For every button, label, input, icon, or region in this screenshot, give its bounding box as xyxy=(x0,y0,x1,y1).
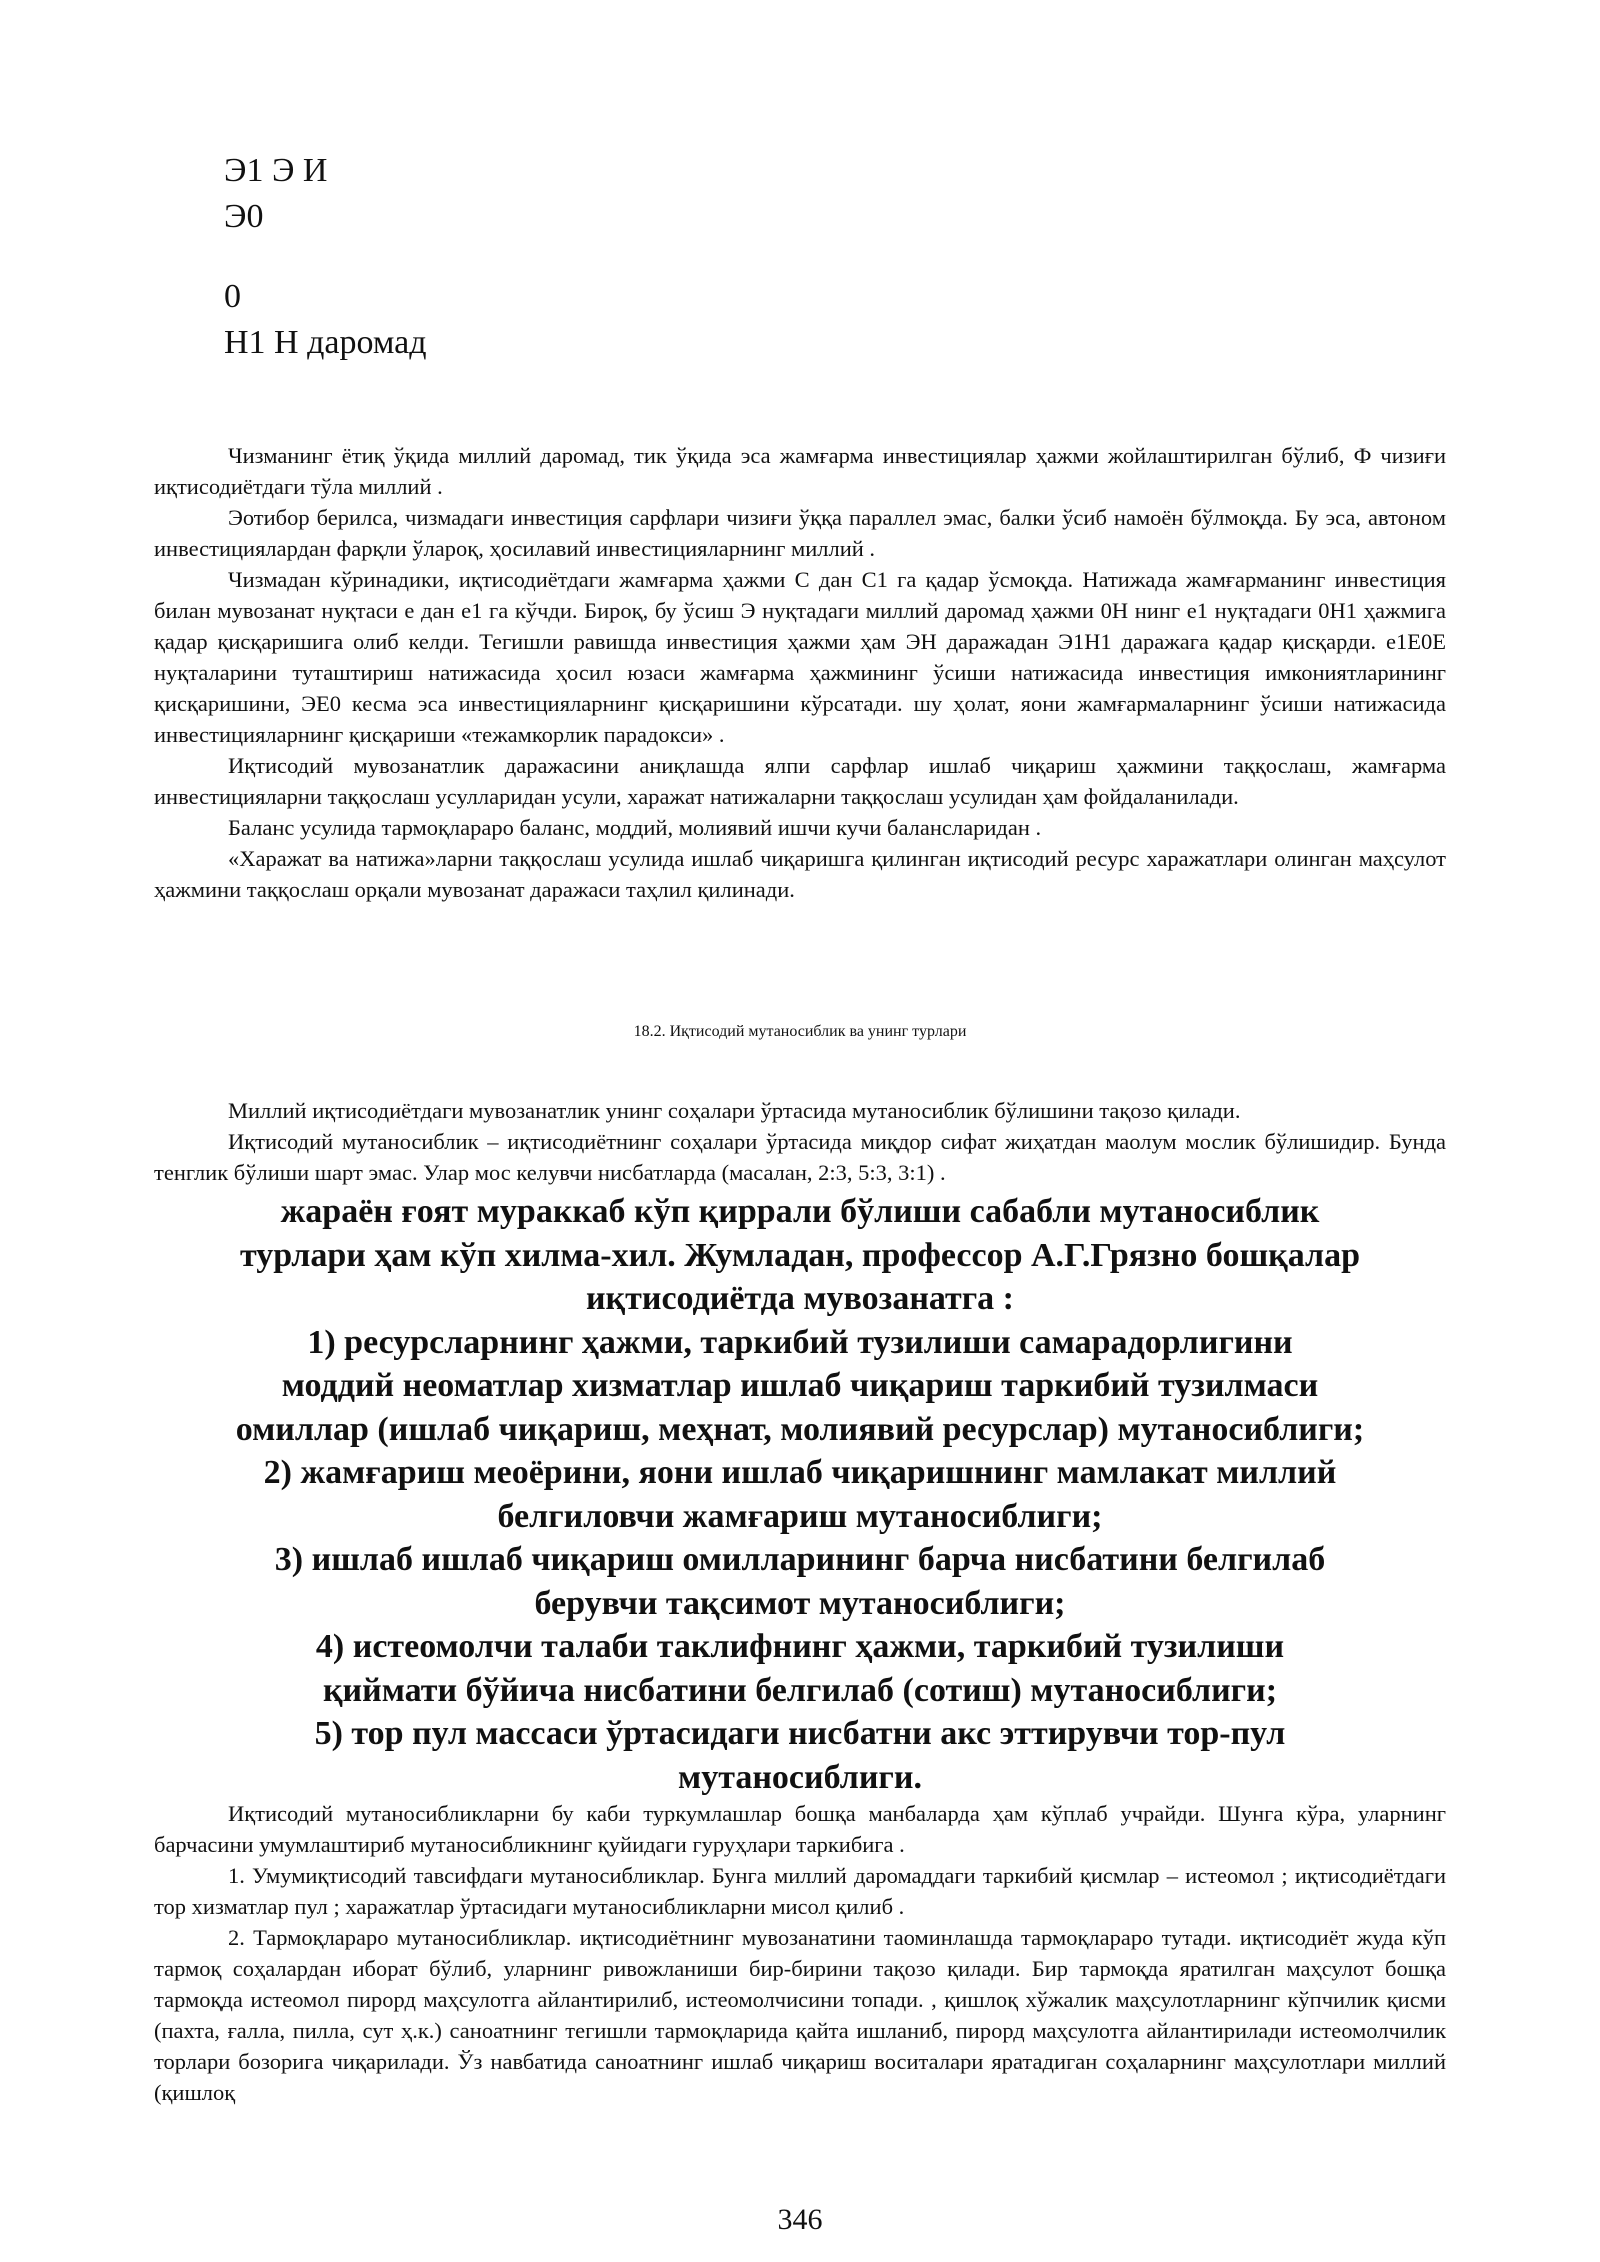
section2-text xyxy=(154,1095,1446,1188)
bold-line: берувчи тақсимот мутаносиблиги; xyxy=(534,1584,1066,1622)
paragraph: 2. Тармоқлараро мутаносибликлар. иқтисодиётнинг мувозанатини таоминлашда тармоқлараро тутади. иқтисодиёт жуда кўп тармоқ соҳалардан иборат бўлиб, уларнинг ривожланиши бир-бирини тақозо қилади. Бир тармоқда яратилган маҳсулот бошқа тармоқда истеомол пирорд маҳсулотга айлантирилиб, истеомолчисини топади. , қишлоқ хўжалик маҳсулотларнинг кўпчилик қисми (пахта, ғалла, пилла, сут ҳ.к.) саноатнинг тегишли тармоқларида қайта ишланиб, пирорд маҳсулотга айлантирилади истеомолчилик торлари бозорига чиқарилади. Ўз навбатида саноатнинг ишлаб чиқариш воситалари яратадиган соҳаларнинг маҳсулотлари миллий (қишлоқ xyxy=(154,1925,1446,2105)
bold-line: жараён ғоят мураккаб кўп қиррали бўлиши сабабли мутаносиблик xyxy=(280,1193,1320,1230)
section3-text xyxy=(154,1798,1446,2108)
bold-line: белгиловчи жамғариш мутаносиблиги; xyxy=(497,1497,1103,1535)
page-number: 346 xyxy=(777,2203,823,2236)
paragraph: Эотибор берилса, чизмадаги инвестиция сарфлари чизиғи ўққа параллел эмас, балки ўсиб намоён бўлмоқда. Бу эса, автоном инвестициялардан фарқли ўлароқ, ҳосилавий инвестицияларнинг миллий . xyxy=(154,505,1446,561)
figure-label-line-1: Э1 Э И xyxy=(224,152,328,189)
paragraph: Иқтисодий мутаносиблик – иқтисодиётнинг соҳалари ўртасида миқдор сифат жиҳатдан маолум мослик бўлишидир. Бунда тенглик бўлиши шарт эмас. Улар мос келувчи нисбатларда (масалан, 2:3, 5:3, 3:1) . xyxy=(154,1129,1446,1185)
bold-line: 5) тор пул массаси ўртасидаги нисбатни акс эттирувчи тор-пул xyxy=(314,1715,1286,1752)
bold-line: мутаносиблиги. xyxy=(678,1758,922,1796)
section-heading: 18.2. Иқтисодий мутаносиблик ва унинг турлари xyxy=(633,1023,967,1040)
figure-axis-labels xyxy=(224,148,427,366)
figure-label-line-2: Э0 xyxy=(224,198,264,235)
bold-list-block xyxy=(154,1190,1446,1799)
section1-text xyxy=(154,440,1446,905)
figure-label-line-4: Н1 Н даромад xyxy=(224,324,427,361)
paragraph: 1. Умумиқтисодий тавсифдаги мутаносибликлар. Бунга миллий даромаддаги таркибий қисмлар – истеомол ; иқтисодиётдаги тор хизматлар пул ; харажатлар ўртасидаги мутаносибликларни мисол қилиб . xyxy=(154,1863,1446,1919)
bold-line: қиймати бўйича нисбатини белгилаб (сотиш) мутаносиблиги; xyxy=(322,1671,1278,1709)
paragraph: Миллий иқтисодиётдаги мувозанатлик унинг соҳалари ўртасида мутаносиблик бўлишини тақозо қилади. xyxy=(228,1098,1241,1123)
bold-line: моддий неоматлар хизматлар ишлаб чиқариш таркибий тузилмаси xyxy=(281,1367,1319,1404)
bold-line: 1) ресурсларнинг ҳажми, таркибий тузилиши самарадорлигини xyxy=(307,1323,1293,1361)
paragraph: «Харажат ва натижа»ларни таққослаш усулида ишлаб чиқаришга қилинган иқтисодий ресурс харажатлари олинган маҳсулот ҳажмини таққослаш орқали мувозанат даражаси таҳлил қилинади. xyxy=(154,846,1446,902)
paragraph: Иқтисодий мутаносибликларни бу каби туркумлашлар бошқа манбаларда ҳам кўплаб учрайди. Шунга кўра, уларнинг барчасини умумлаштириб мутаносибликнинг қуйидаги гуруҳлари таркибига . xyxy=(154,1801,1446,1857)
bold-line: омиллар (ишлаб чиқариш, меҳнат, молиявий ресурслар) мутаносиблиги; xyxy=(235,1410,1365,1448)
bold-line: 2) жамғариш меоёрини, яони ишлаб чиқаришнинг мамлакат миллий xyxy=(263,1454,1337,1491)
figure-label-line-3: 0 xyxy=(224,278,241,315)
paragraph: Баланс усулида тармоқлараро баланс, моддий, молиявий ишчи кучи балансларидан . xyxy=(228,815,1042,840)
paragraph: Чизмадан кўринадики, иқтисодиётдаги жамғарма ҳажми С дан С1 га қадар ўсмоқда. Натижада жамғарманинг инвестиция билан мувозанат нуқтаси е дан е1 га кўчди. Бироқ, бу ўсиш Э нуқтадаги миллий даромад ҳажми 0Н нинг е1 нуқтадаги 0Н1 ҳажмига қадар қисқаришига олиб келди. Тегишли равишда инвестиция ҳажми ҳам ЭН даражадан Э1Н1 даражага қадар қисқарди. е1Е0Е нуқталарини туташтириш натижасида ҳосил юзаси жамғарма ҳажмининг ўсиши натижасида инвестиция имкониятларининг қисқаришини, ЭЕ0 кесма эса инвестицияларнинг қисқаришини кўрсатади. шу ҳолат, яони жамғармаларнинг ўсиши натижасида инвестицияларнинг қисқариши «тежамкорлик парадокси» . xyxy=(154,567,1446,747)
paragraph: Чизманинг ётиқ ўқида миллий даромад, тик ўқида эса жамғарма инвестициялар ҳажми жойлаштирилган бўлиб, Ф чизиғи иқтисодиётдаги тўла миллий . xyxy=(154,443,1446,499)
bold-line: 3) ишлаб ишлаб чиқариш омилларининг барча нисбатини белгилаб xyxy=(274,1541,1326,1578)
bold-line: турлари ҳам кўп хилма-хил. Жумладан, профессор А.Г.Грязно бошқалар xyxy=(239,1236,1361,1274)
bold-line: иқтисодиётда мувозанатга : xyxy=(585,1280,1015,1317)
paragraph: Иқтисодий мувозанатлик даражасини аниқлашда ялпи сарфлар ишлаб чиқариш ҳажмини таққослаш, жамғарма инвестицияларни таққослаш усулларидан усули, харажат натижаларни таққослаш усулидан ҳам фойдаланилади. xyxy=(154,753,1446,809)
bold-line: 4) истеомолчи талаби таклифнинг ҳажми, таркибий тузилиши xyxy=(315,1628,1285,1665)
